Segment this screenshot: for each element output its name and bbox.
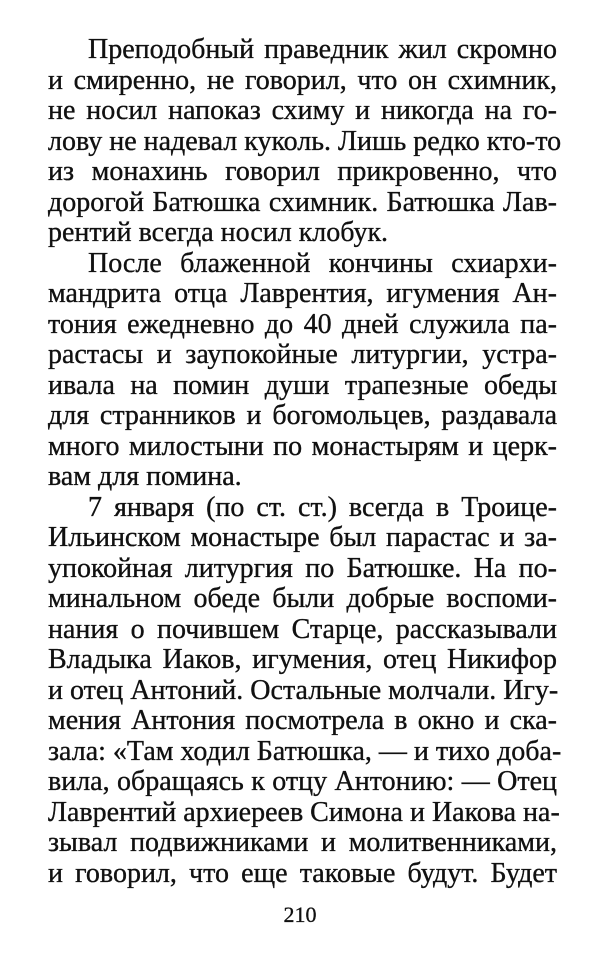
text-line: много милостыни по монастырям и церк- [48,430,557,462]
text-line: вам для помина. [48,461,242,492]
page-number: 210 [283,902,317,927]
text-line: мения Антония посмотрела в окно и ска- [48,705,557,736]
text-line: не носил напоказ схиму и никогда на го- [48,95,557,126]
text-line: 7 января (по ст. ст.) всегда в Троице- [88,491,557,523]
text-line: Лаврентий архиереев Симона и Иакова на- [48,796,560,828]
text-line: из монахинь говорил прикровенно, что [48,156,557,187]
text-line: растасы и заупокойные литургии, устра- [48,339,557,370]
text-line: мандрита отца Лаврентия, игумения Ан- [48,278,557,309]
text-line: вила, обращаясь к отцу Антонию: — Отец [48,766,557,797]
text-line: Владыка Иаков, игумения, отец Никифор [48,644,557,675]
text-line: и смиренно, не говорил, что он схимник, [48,64,557,96]
text-line: лову не надевал куколь. Лишь редко кто-то [48,125,562,157]
text-line: упокойная литургия по Батюшке. На по- [48,552,557,584]
text-line: для странников и богомольцев, раздавала [48,400,557,431]
text-line: тония ежедневно до 40 дней служила па- [48,308,557,340]
text-line: ивала на помин души трапезные обеды [48,369,557,401]
paragraph [48,34,562,249]
text-line: нания о почившем Старце, рассказывали [48,613,557,645]
text-line: дорогой Батюшка схимник. Батюшка Лав- [48,186,557,218]
text-line: рентий всегда носил клобук. [48,217,389,248]
page-body [48,34,562,889]
text-line: Преподобный праведник жил скромно [88,34,557,65]
text-line: Ильинском монастыре был парастас и за- [48,522,557,553]
paragraph [48,249,557,493]
text-line: и говорил, что еще таковые будут. Будет [48,857,557,889]
text-line: зала: «Там ходил Батюшка, — и тихо доба- [48,735,562,767]
paragraph [48,491,562,890]
text-line: и отец Антоний. Остальные молчали. Игу- [48,674,559,706]
text-line: минальном обеде были добрые воспоми- [48,583,557,614]
text-line: После блаженной кончины схиархи- [88,247,557,279]
text-line: зывал подвижниками и молитвенниками, [48,827,557,858]
